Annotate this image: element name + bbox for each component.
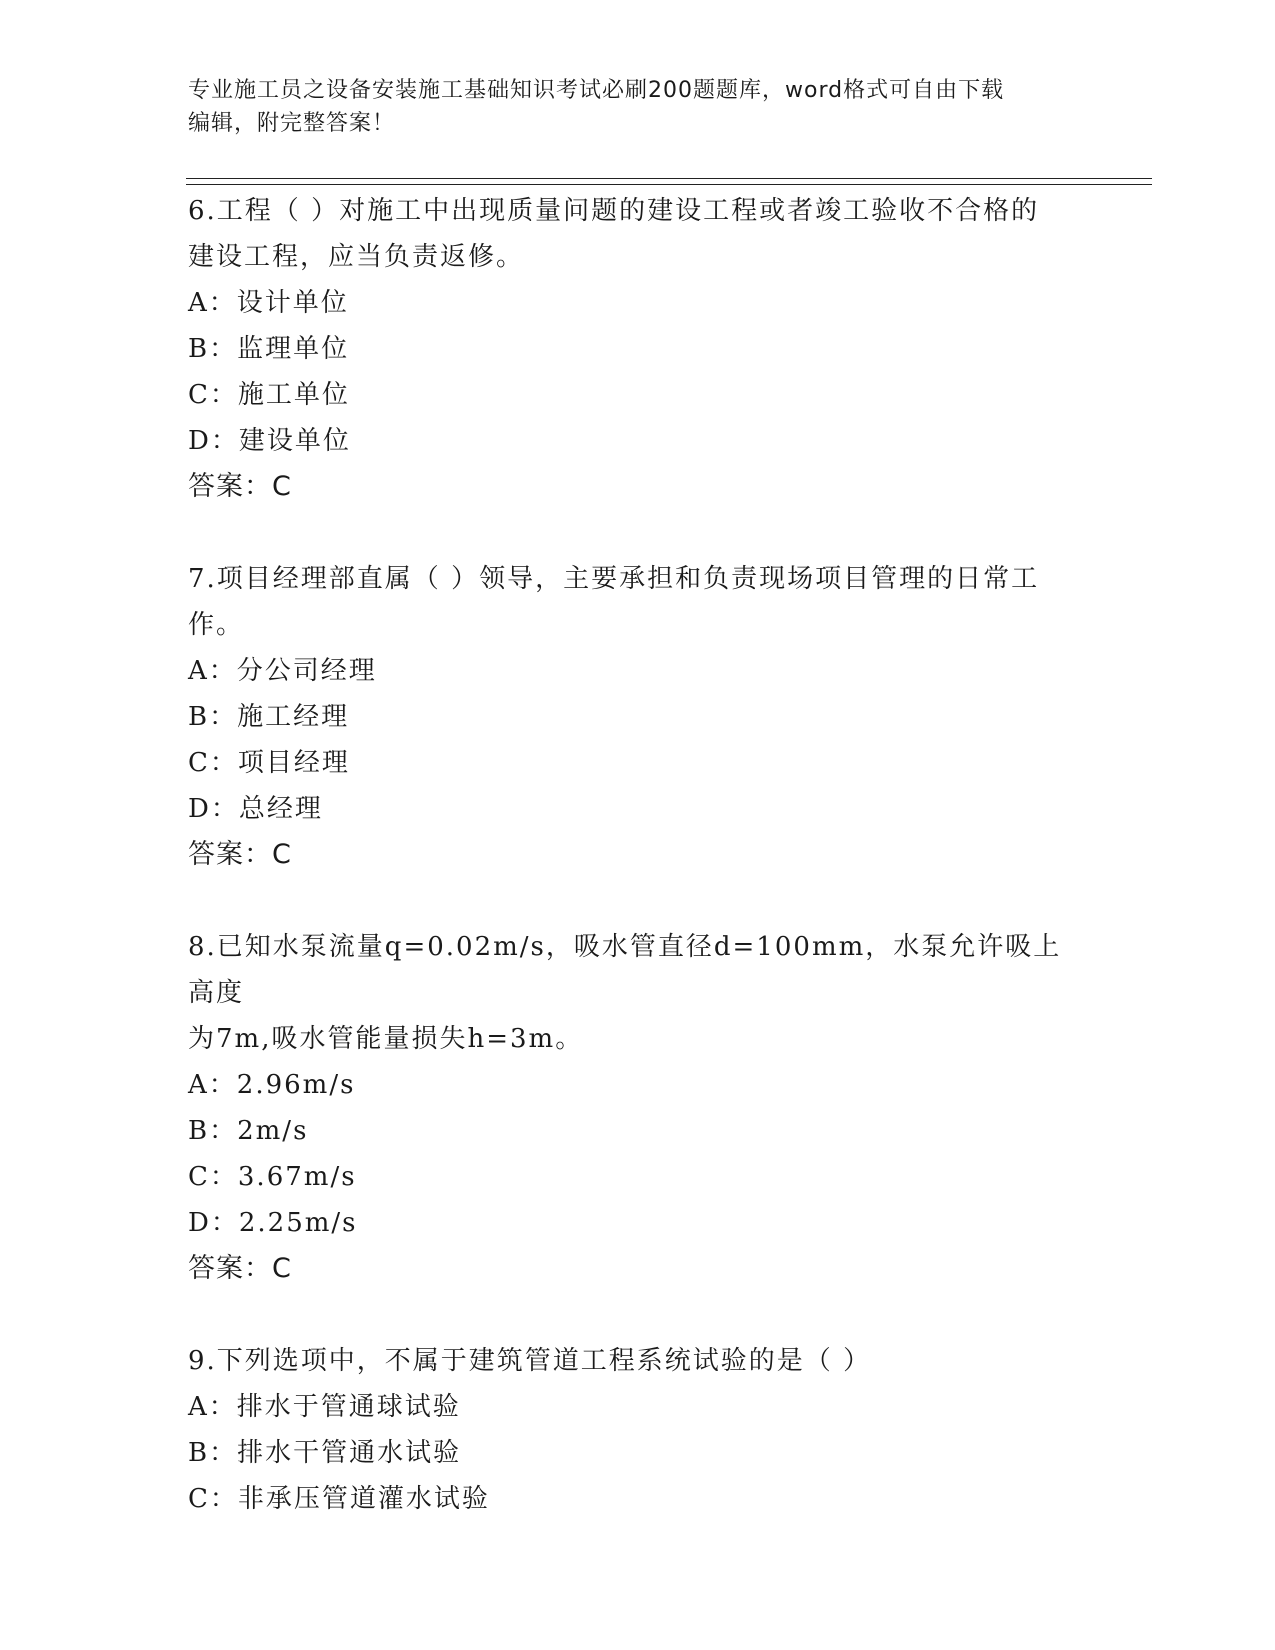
option-b: B：施工经理 xyxy=(188,702,350,732)
question-text-line: 8.已知水泵流量q=0.02m/s，吸水管直径d=100mm，水泵允许吸上高度 xyxy=(188,932,1062,1008)
header-divider-top xyxy=(186,178,1152,179)
document-header xyxy=(188,74,1068,140)
option-c: C：施工单位 xyxy=(188,380,350,410)
option-a: A：设计单位 xyxy=(188,288,349,318)
answer: 答案：C xyxy=(188,1253,292,1284)
option-d: D：建设单位 xyxy=(188,426,351,456)
option-a: A：2.96m/s xyxy=(188,1070,356,1100)
question-9 xyxy=(188,1338,1088,1522)
question-7 xyxy=(188,556,1088,878)
option-c: C：3.67m/s xyxy=(188,1162,357,1192)
question-list xyxy=(188,188,1088,1568)
option-d: D：总经理 xyxy=(188,794,323,824)
option-d: D：2.25m/s xyxy=(188,1208,358,1238)
option-c: C：非承压管道灌水试验 xyxy=(188,1484,490,1514)
option-a: A：分公司经理 xyxy=(188,656,377,686)
question-text-line: 9.下列选项中，不属于建筑管道工程系统试验的是（ ） xyxy=(188,1346,872,1376)
question-text-line: 6.工程（ ）对施工中出现质量问题的建设工程或者竣工验收不合格的 xyxy=(188,196,1040,226)
option-b: B：2m/s xyxy=(188,1116,309,1146)
option-b: B：排水干管通水试验 xyxy=(188,1438,462,1468)
header-divider-bottom xyxy=(186,184,1152,185)
question-8 xyxy=(188,924,1088,1292)
question-text-line: 建设工程，应当负责返修。 xyxy=(188,242,525,272)
header-line-1: 专业施工员之设备安装施工基础知识考试必刷200题题库，word格式可自由下载 xyxy=(188,78,1005,103)
question-text-line: 为7m,吸水管能量损失h=3m。 xyxy=(188,1024,584,1054)
question-text-line: 7.项目经理部直属（ ）领导，主要承担和负责现场项目管理的日常工 xyxy=(188,564,1040,594)
answer: 答案：C xyxy=(188,839,292,870)
option-a: A：排水于管通球试验 xyxy=(188,1392,461,1422)
answer: 答案：C xyxy=(188,471,292,502)
option-b: B：监理单位 xyxy=(188,334,350,364)
question-6 xyxy=(188,188,1088,510)
question-text-line: 作。 xyxy=(188,610,245,640)
option-c: C：项目经理 xyxy=(188,748,350,778)
header-line-2: 编辑，附完整答案！ xyxy=(188,111,396,136)
